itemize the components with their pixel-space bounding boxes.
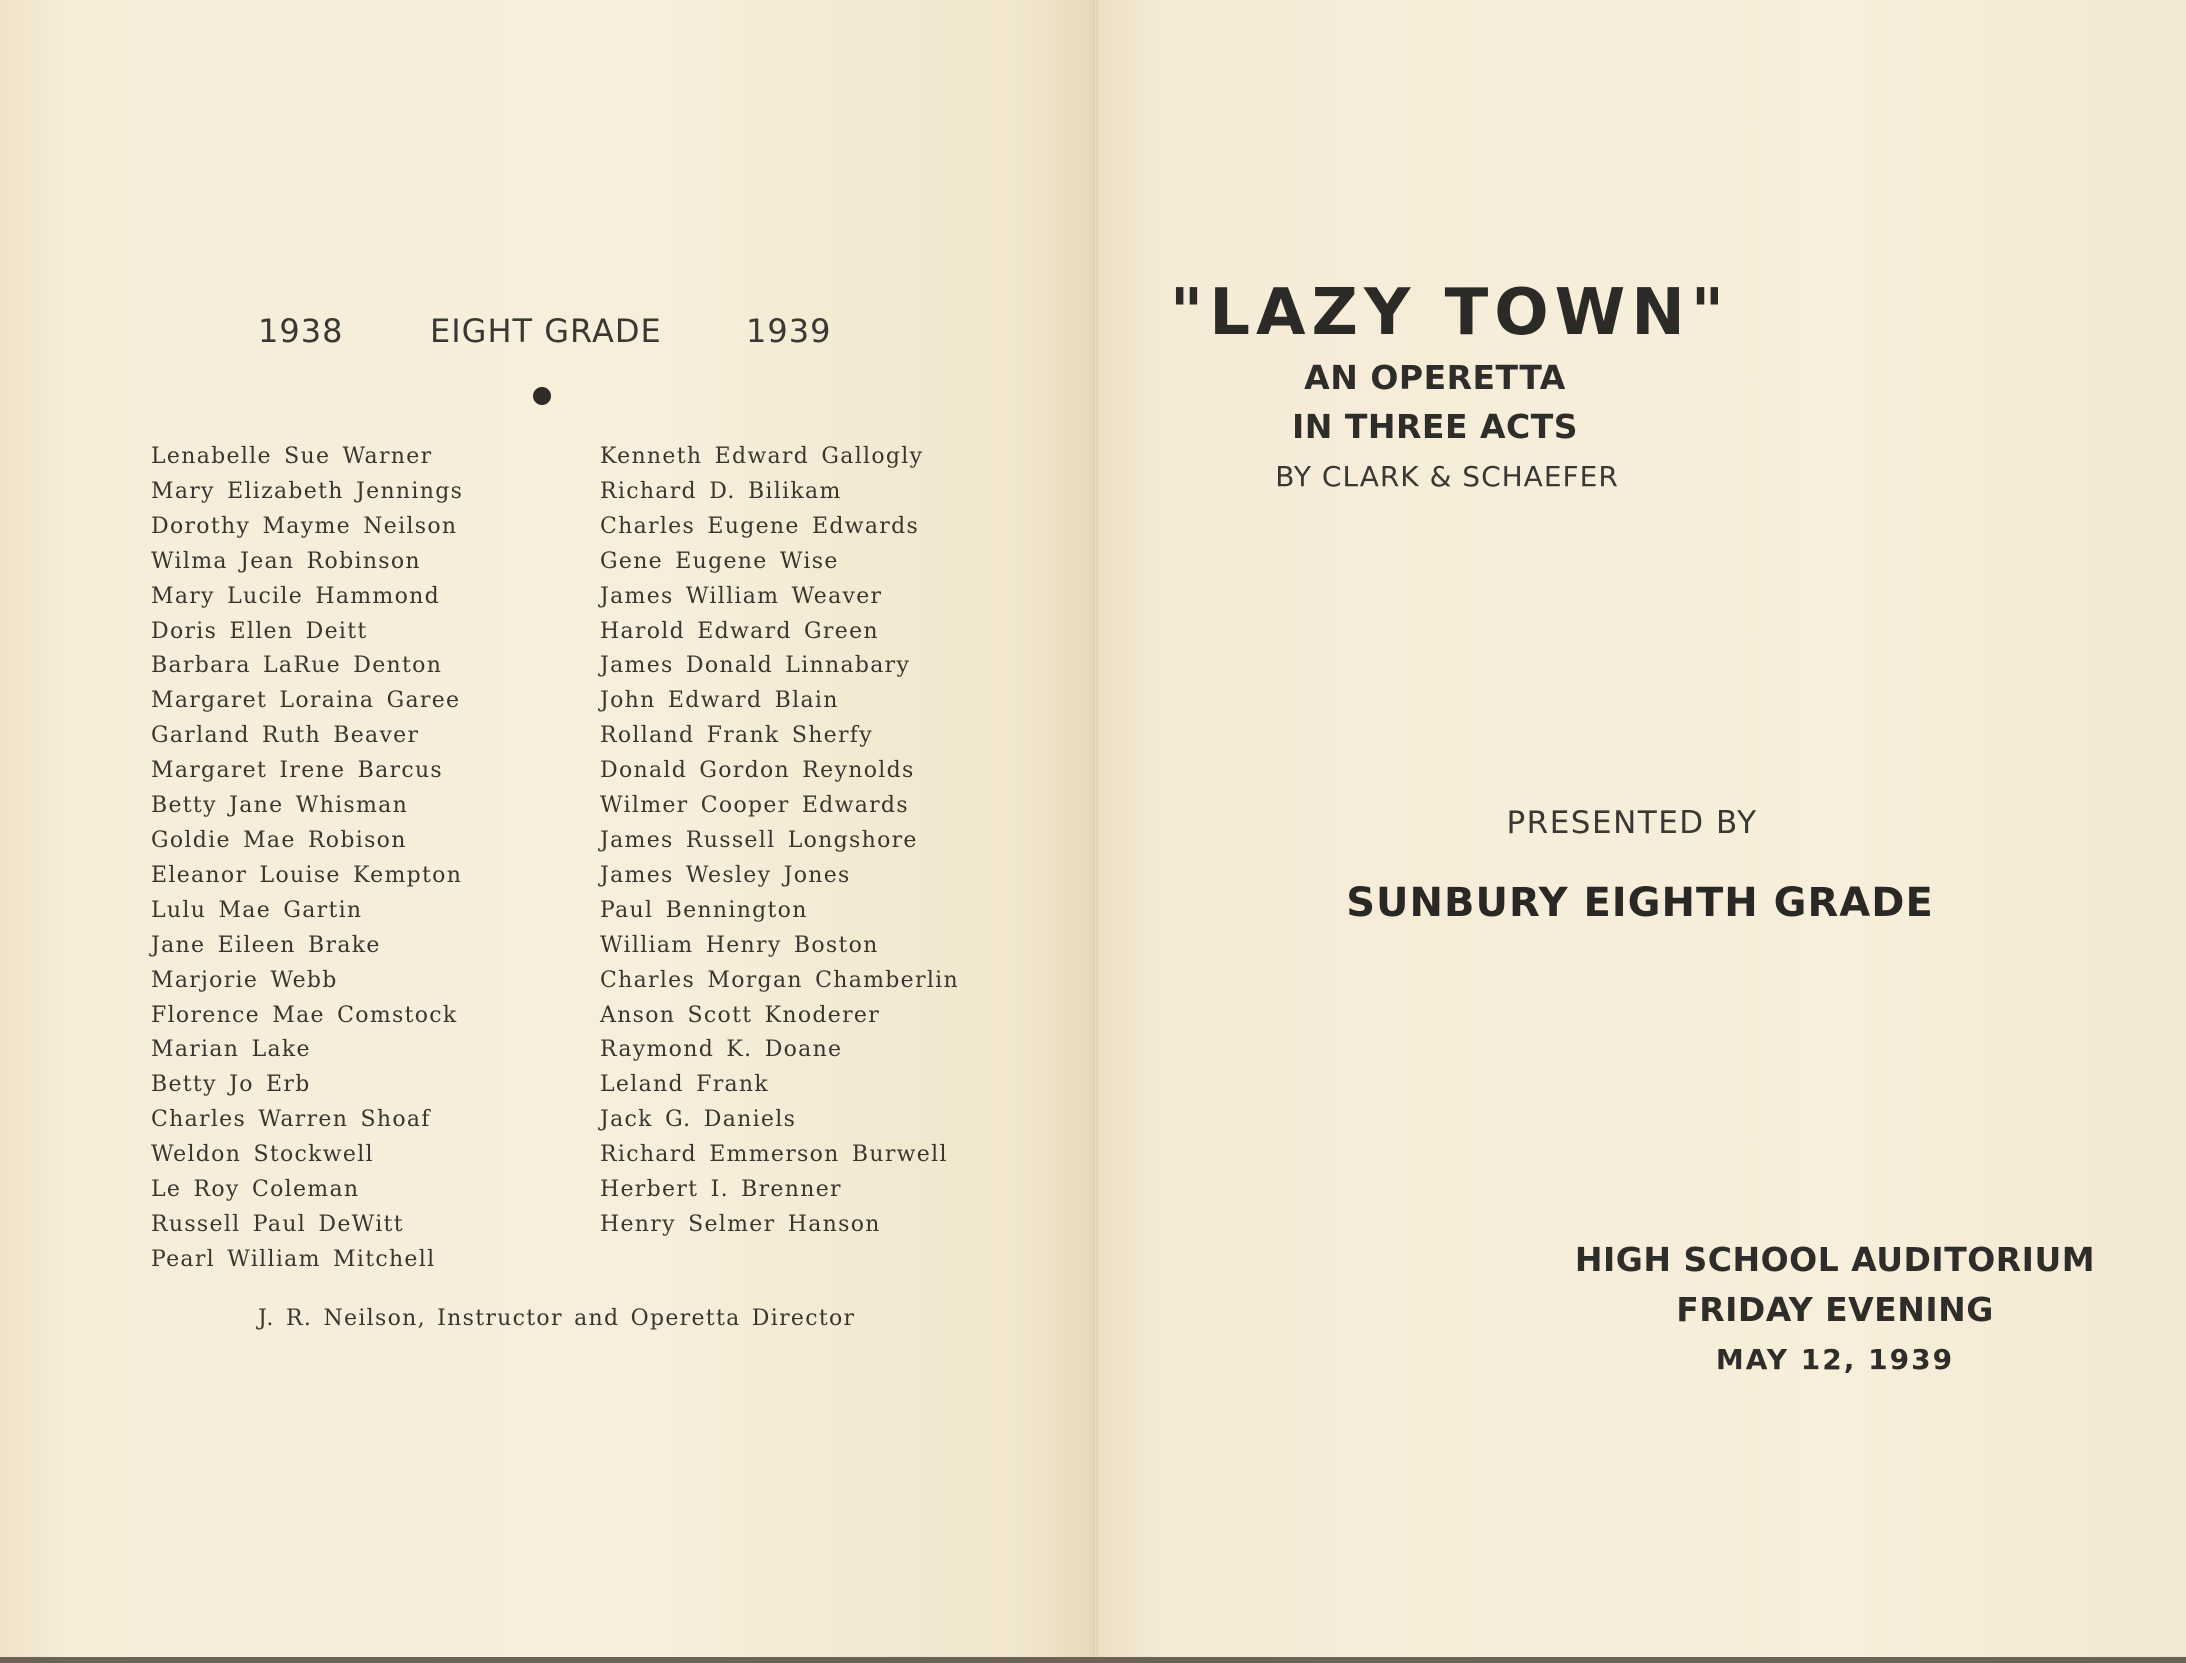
year-end: 1939: [746, 312, 832, 350]
student-name: Weldon Stockwell: [151, 1142, 374, 1168]
student-name: Paul Bennington: [600, 897, 808, 923]
student-name: James Russell Longshore: [600, 827, 918, 853]
program-title: "LAZY TOWN": [1169, 276, 1731, 350]
student-name: Pearl William Mitchell: [151, 1246, 436, 1272]
student-name: Le Roy Coleman: [151, 1177, 360, 1203]
student-name: Florence Mae Comstock: [151, 1002, 458, 1028]
student-name: Margaret Irene Barcus: [151, 758, 444, 784]
names-list-right: [600, 440, 959, 1243]
student-name: Eleanor Louise Kempton: [151, 862, 463, 888]
bullet-dot: [533, 387, 551, 405]
venue: HIGH SCHOOL AUDITORIUM: [1574, 1240, 2096, 1279]
student-name: James Wesley Jones: [600, 862, 851, 888]
student-name: Dorothy Mayme Neilson: [151, 513, 458, 539]
student-name: Doris Ellen Deitt: [151, 618, 368, 644]
student-name: Marian Lake: [151, 1037, 311, 1063]
student-name: Wilmer Cooper Edwards: [600, 793, 909, 819]
student-name: Richard Emmerson Burwell: [600, 1142, 948, 1168]
student-name: William Henry Boston: [600, 932, 879, 958]
student-name: Betty Jo Erb: [151, 1072, 311, 1098]
student-name: Mary Elizabeth Jennings: [151, 478, 464, 504]
presenter-name: SUNBURY EIGHTH GRADE: [1346, 880, 1934, 926]
student-name: Herbert I. Brenner: [600, 1177, 842, 1203]
student-name: James Donald Linnabary: [600, 653, 911, 679]
student-name: Anson Scott Knoderer: [600, 1002, 881, 1028]
student-name: Goldie Mae Robison: [151, 827, 407, 853]
names-list-left: [151, 440, 463, 1278]
student-name: Lenabelle Sue Warner: [151, 444, 433, 469]
year-start: 1938: [258, 312, 344, 350]
student-name: Wilma Jean Robinson: [151, 548, 421, 574]
grade-label: EIGHT GRADE: [430, 312, 662, 350]
student-name: Harold Edward Green: [600, 618, 879, 644]
student-name: Leland Frank: [600, 1072, 770, 1098]
student-name: Lulu Mae Gartin: [151, 897, 363, 923]
presented-by-label: PRESENTED BY: [1506, 805, 1758, 841]
student-name: Richard D. Bilikam: [600, 478, 842, 504]
student-name: James William Weaver: [600, 583, 883, 609]
student-name: Margaret Loraina Garee: [151, 688, 461, 714]
student-name: Gene Eugene Wise: [600, 548, 839, 574]
performance-date: MAY 12, 1939: [1715, 1343, 1955, 1376]
performance-day: FRIDAY EVENING: [1676, 1290, 1994, 1329]
student-name: Rolland Frank Sherfy: [600, 723, 873, 749]
director-credit: J. R. Neilson, Instructor and Operetta Director: [258, 1306, 856, 1331]
student-name: Donald Gordon Reynolds: [600, 758, 915, 784]
student-name: Jane Eileen Brake: [151, 932, 381, 958]
byline: BY CLARK & SCHAEFER: [1275, 460, 1619, 493]
student-name: John Edward Blain: [600, 688, 839, 714]
student-name: Charles Warren Shoaf: [151, 1107, 431, 1133]
student-name: Charles Morgan Chamberlin: [600, 967, 959, 993]
subtitle-line-2: IN THREE ACTS: [1291, 407, 1579, 446]
student-name: Raymond K. Doane: [600, 1037, 843, 1063]
student-name: Kenneth Edward Gallogly: [600, 444, 924, 469]
student-name: Marjorie Webb: [151, 967, 338, 993]
student-name: Russell Paul DeWitt: [151, 1211, 404, 1237]
student-name: Garland Ruth Beaver: [151, 723, 420, 749]
subtitle-line-1: AN OPERETTA: [1304, 358, 1566, 397]
student-name: Charles Eugene Edwards: [600, 513, 920, 539]
bottom-edge: [0, 1657, 2186, 1663]
student-name: Jack G. Daniels: [600, 1107, 797, 1133]
student-name: Barbara LaRue Denton: [151, 653, 443, 679]
student-name: Mary Lucile Hammond: [151, 583, 440, 609]
student-name: Henry Selmer Hanson: [600, 1211, 881, 1237]
student-name: Betty Jane Whisman: [151, 793, 409, 819]
